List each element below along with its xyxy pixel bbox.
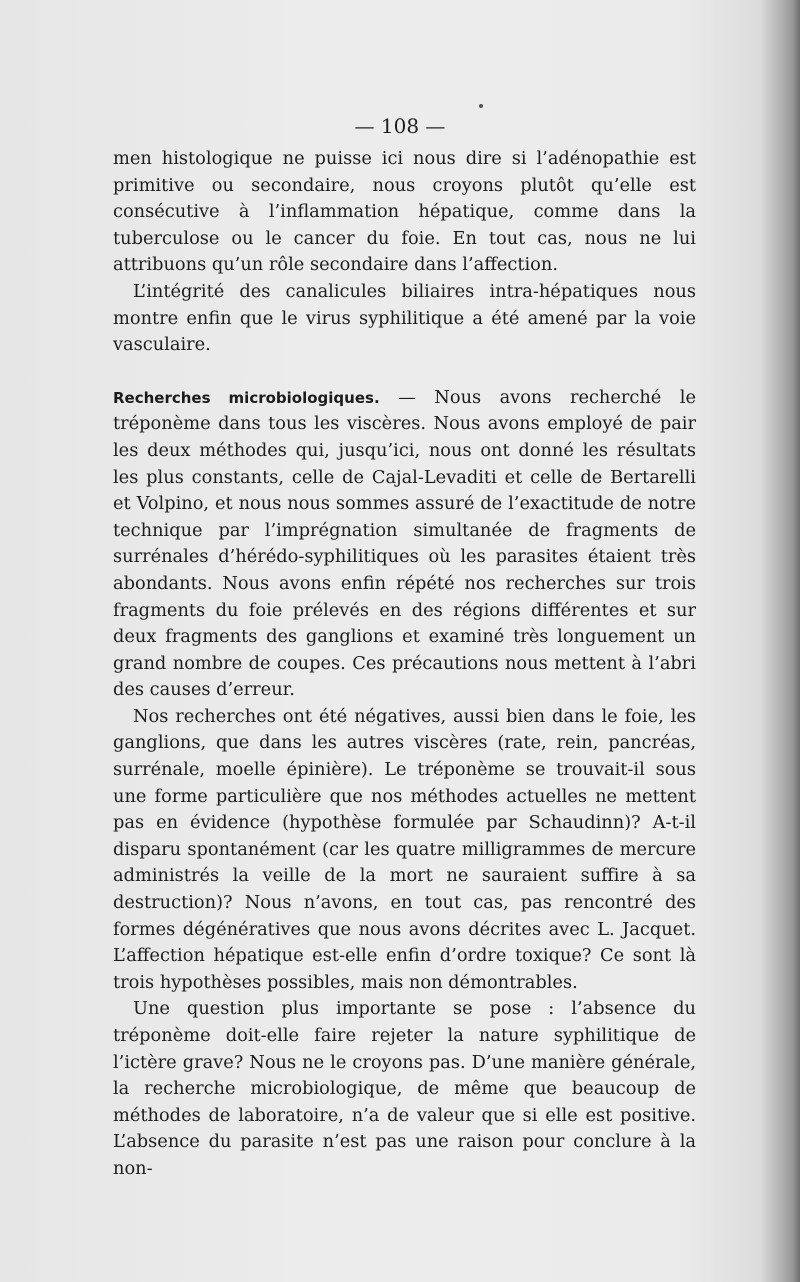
paragraph-resultats: Nos recherches ont été négatives, aussi bien dans le foie, les ganglions, que dans les autres viscères (rate, rein, pancréas, surrénale, moelle épinière). Le tréponème se trouvait-il sous une forme particulière que nos méthodes actuelles ne mettent pas en évidence (hypothèse formulée par Schaudinn)? A-t-il disparu spontanément (car les quatre milligrammes de mercure administrés la veille de la mort ne sauraient suffire à sa destruction)? Nous n’avons, en tout cas, pas rencontré des formes dégénératives que nous avons décrites avec L. Jacquet. L’affection hépatique est-elle enfin d’ordre toxique? Ce sont là trois hypothèses possibles, mais non démontrables. xyxy=(113,705,696,993)
paragraph-adenopathie: men histologique ne puisse ici nous dire si l’adénopathie est primitive ou secondaire, nous croyons plutôt qu’elle est consécutive à l’inflammation hépatique, comme dans la tuberculose ou le cancer du foie. En tout cas, nous ne lui attribuons qu’un rôle secondaire dans l’affection. xyxy=(113,148,696,276)
paragraph-recherches xyxy=(113,385,696,704)
paragraph-recherches-text: — Nous avons recherché le tréponème dans tous les viscères. Nous avons employé de pair les deux méthodes qui, jusqu’ici, nous ont donné les résultats les plus constants, celle de Cajal-Levaditi et celle de Bertarelli et Volpino, et nous nous sommes assuré de l’exactitude de notre technique par l’imprégnation simultanée de fragments de surrénales d’hérédo-syphilitiques où les parasites étaient très abondants. Nous avons enfin répété nos recherches sur trois fragments du foie prélevés en des régions différentes et sur deux fragments des ganglions et examiné très longuement un grand nombre de coupes. Ces précautions nous mettent à l’abri des causes d’erreur. xyxy=(113,386,696,701)
ink-speck xyxy=(479,104,483,108)
section-heading: Recherches microbiologiques. xyxy=(113,388,380,407)
paragraph-canalicules: L’intégrité des canalicules biliaires intra-hépatiques nous montre enfin que le virus syphilitique a été amené par la voie vasculaire. xyxy=(113,280,696,356)
paragraph-question: Une question plus importante se pose : l’absence du tréponème doit-elle faire rejeter la nature syphilitique de l’ictère grave? Nous ne le croyons pas. D’une manière générale, la recherche microbiologique, de même que beaucoup de méthodes de laboratoire, n’a de valeur que si elle est positive. L’absence du parasite n’est pas une raison pour conclure à la non- xyxy=(113,998,696,1179)
page-number: — 108 — xyxy=(354,114,446,138)
body-text xyxy=(113,146,696,1183)
